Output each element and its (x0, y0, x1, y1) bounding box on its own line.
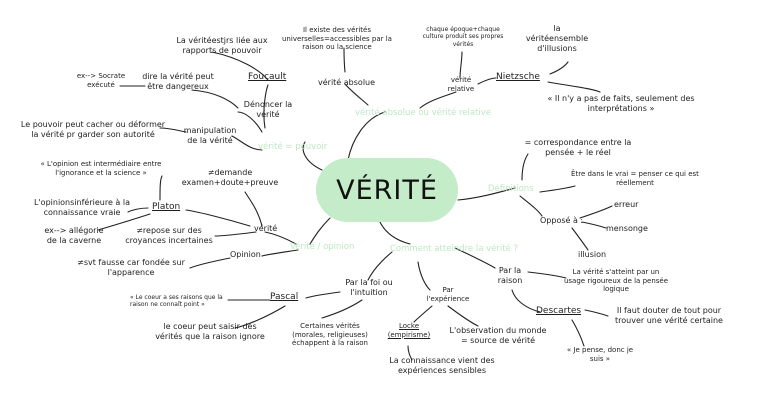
node-nietzsche: Nietzsche (496, 72, 540, 82)
node-coeur-saisir: le coeur peut saisir des vérités que la raison ignore (155, 322, 265, 341)
node-par-experience: Par l'expérience (426, 286, 470, 303)
link-def-correspondance (522, 154, 528, 180)
node-verite-relative: vérité relative (447, 76, 475, 93)
node-connaissance-vient: La connaissance vient des expériences sensibles (389, 356, 495, 375)
node-observation: L'observation du monde = source de vérité (449, 326, 547, 345)
node-par-foi: Par la foi ou l'intuition (345, 278, 393, 297)
link-foi-certaines (322, 300, 362, 318)
link-nietzsche-illusions (550, 62, 568, 74)
link-def-oppose (520, 196, 542, 216)
node-il-existe: Il existe des vérités universelles=accessibles par la raison ou la science (282, 26, 392, 52)
link-atteindre-foi (368, 252, 392, 280)
link-center-atteindre (380, 222, 410, 244)
node-chaque-epoque: chaque époque+chaque culture produit ses propres vérités (422, 26, 504, 48)
node-repose: ≠repose sur des croyances incertaines (125, 226, 213, 245)
node-verite-atteint: La vérité s'atteint par un usage rigoureux de la pensée logique (563, 268, 669, 294)
link-absrel-relative (420, 92, 456, 108)
node-descartes: Descartes (536, 306, 582, 316)
node-etre-vrai: Être dans le vrai = penser ce qui est réellement (571, 170, 699, 187)
link-opinion-fausse (190, 258, 230, 268)
link-center-absrel (348, 112, 385, 160)
node-peutetre-fausse: ≠svt fausse car fondée sur l'apparence (77, 258, 185, 277)
node-foucault: Foucault (248, 72, 287, 82)
link-experience-observation (448, 306, 478, 326)
branch-verite-pouvoir: vérité = pouvoir (258, 142, 328, 152)
link-oppose-erreur (580, 206, 612, 218)
node-nietzsche-quote: « Il n'y a pas de faits, seulement des interprétations » (547, 94, 695, 113)
node-socrate: ex--> Socrate exécuté (76, 72, 126, 89)
node-pascal-quote: « Le coeur a ses raisons que la raison ne connaît point » (130, 294, 223, 309)
link-descartes-quote (572, 320, 584, 346)
central-topic-label: VÉRITÉ (336, 174, 438, 206)
link-center-opinion (310, 218, 330, 244)
node-oppose: Opposé à : (540, 216, 584, 225)
node-certaines-verites: Certaines vérités (morales, religieuses) échappent à la raison (292, 322, 368, 348)
node-opinion-inferieure: L'opinionsinférieure à la connaissance vraie (34, 198, 130, 217)
node-denoncer: Dénoncer la vérité (243, 100, 293, 119)
node-verite: vérité (254, 224, 278, 233)
node-erreur: erreur (614, 200, 639, 209)
link-absolue-existe (344, 48, 345, 72)
node-caverne: ex--> allégorie de la caverne (44, 226, 104, 245)
node-pascal: Pascal (270, 292, 299, 302)
link-experience-locke (414, 306, 432, 322)
node-dire-verite: dire la vérité peut être dangereux (142, 72, 214, 91)
branch-absolue-relative: vérité absolue ou vérité relative (355, 108, 492, 118)
link-verite-platon (186, 210, 250, 226)
node-correspondance: = correspondance entre la pensée + le réel (524, 138, 632, 157)
link-foi-pascal (306, 292, 340, 298)
node-pouvoir-cacher: Le pouvoir peut cacher ou déformer la vérité pr garder son autorité (20, 120, 166, 139)
node-opinion-intermediaire: « L'opinion est intermédiaire entre l'ignorance et la science » (40, 160, 162, 177)
link-raison-atteint (528, 272, 566, 278)
node-opinion: Opinion (230, 250, 261, 259)
link-platon-opinion (160, 176, 162, 200)
link-nietzsche-quote (548, 82, 600, 92)
node-manipulation: manipulation de la vérité (183, 126, 237, 145)
node-platon: Platon (152, 202, 181, 212)
branch-atteindre: Comment atteindre la vérité ? (390, 244, 518, 254)
link-relative-chaque (460, 52, 462, 78)
link-relative-nietzsche (478, 78, 496, 84)
node-veritesiliee: La véritéestjrs liée aux rapports de pouvoir (176, 36, 268, 55)
node-par-raison: Par la raison (497, 266, 523, 285)
node-illusion: illusion (578, 250, 607, 259)
node-douter: Il faut douter de tout pour trouver une vérité certaine (615, 306, 723, 325)
link-oppose-illusion (572, 228, 588, 250)
node-demande: ≠demande examen+doute+preuve (181, 168, 279, 187)
branch-opinion: Vérité / opinion (290, 242, 355, 252)
link-oppose-mensonge (582, 222, 606, 228)
node-verite-absolue: vérité absolue (318, 78, 376, 87)
link-verite-repose (215, 232, 256, 236)
node-descartes-quote: « Je pense, donc je suis » (566, 346, 634, 363)
central-topic (316, 158, 458, 222)
node-locke: Locke (empirisme) (387, 322, 431, 339)
link-denoncer-dire (192, 90, 238, 108)
node-illusions: la véritéensemble d'illusions (525, 24, 589, 53)
branch-definitions: Définitions (488, 184, 534, 194)
link-verite-demande (245, 192, 262, 226)
node-mensonge: mensonge (606, 224, 648, 233)
